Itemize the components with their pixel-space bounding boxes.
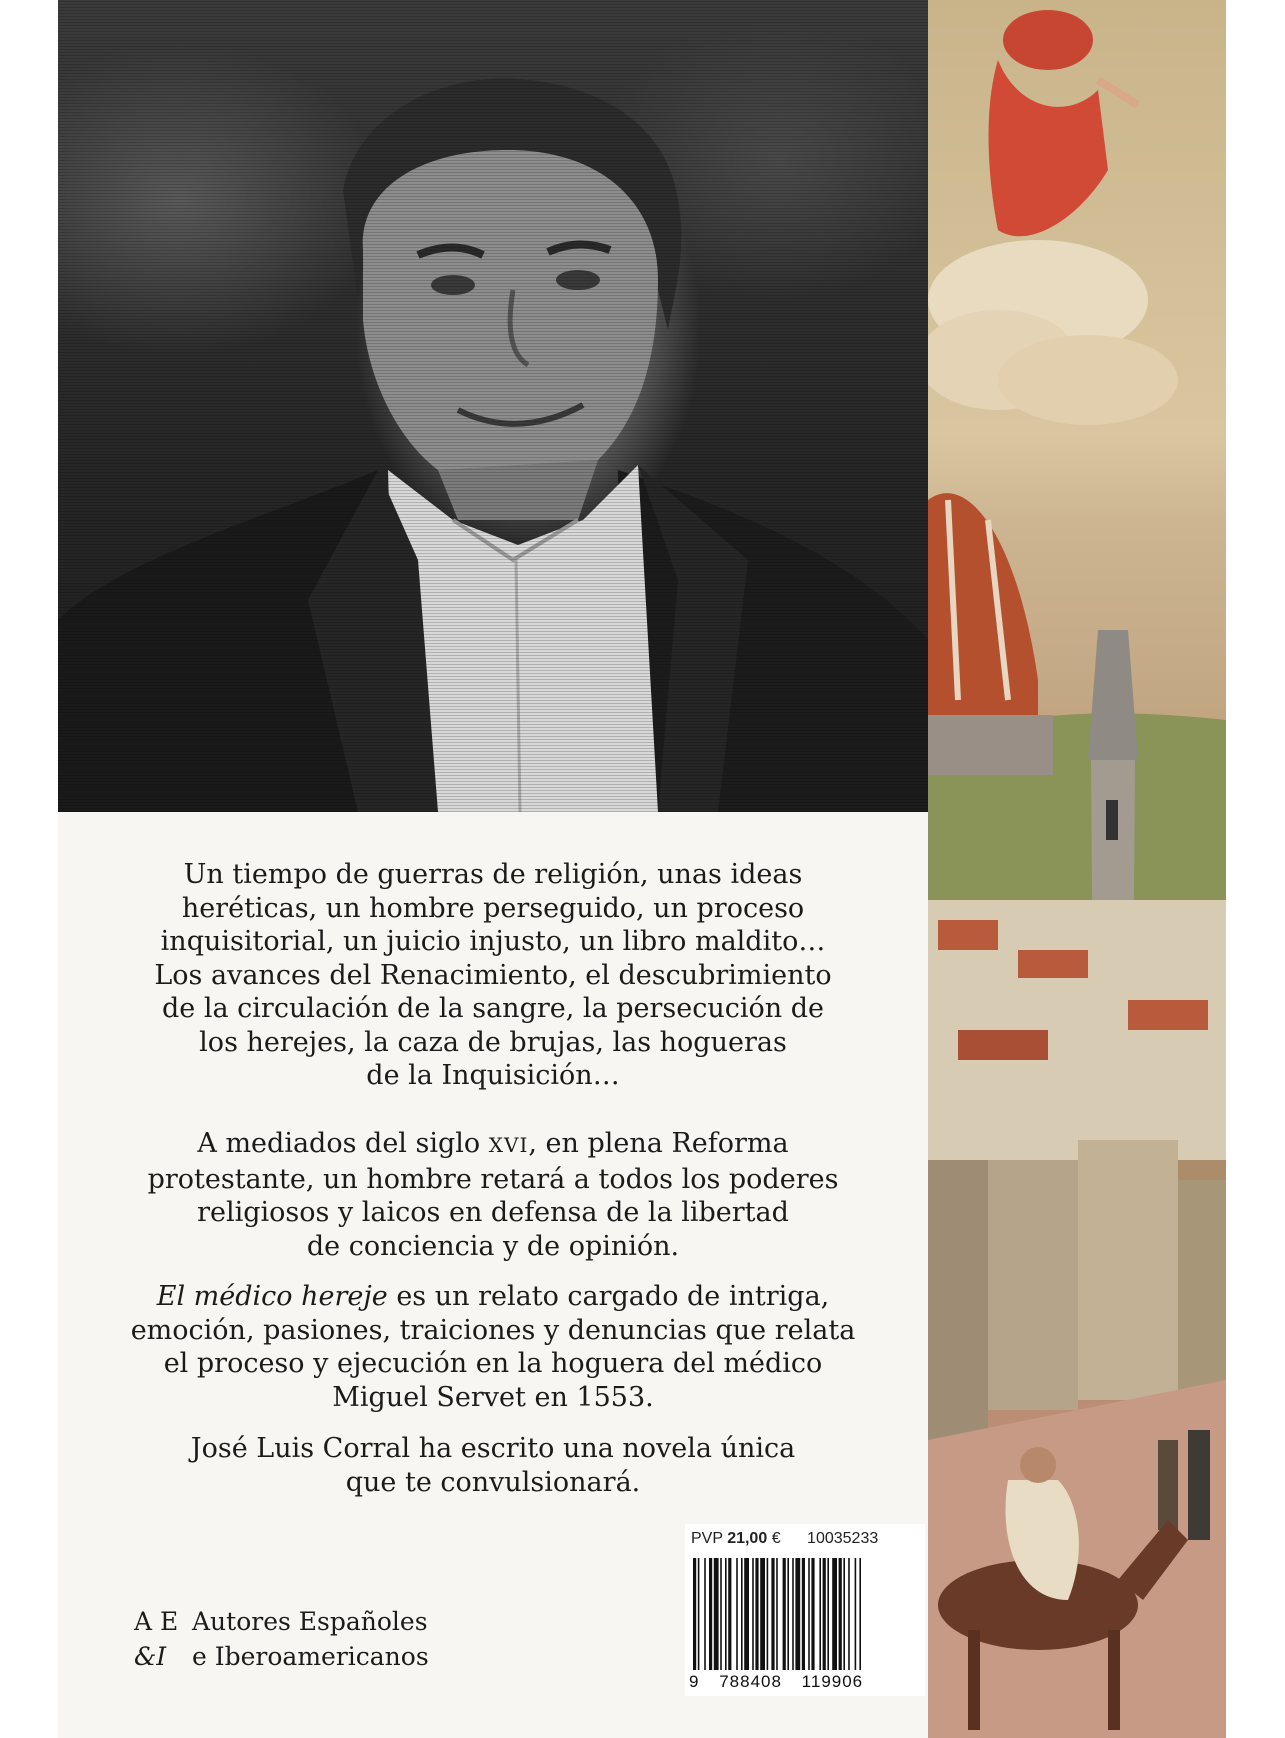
barcode-bar <box>802 1558 805 1670</box>
barcode-bar <box>811 1558 814 1670</box>
book-title: El médico hereje <box>156 1281 388 1312</box>
barcode-bar <box>787 1558 789 1670</box>
barcode-bar <box>839 1558 842 1670</box>
publisher-name-line: Autores Españoles <box>192 1607 428 1636</box>
author-portrait-illustration <box>58 0 928 812</box>
barcode-bar <box>725 1558 727 1670</box>
barcode-bar <box>823 1558 826 1670</box>
barcode-bar <box>771 1558 774 1670</box>
barcode-block <box>685 1524 925 1696</box>
text-line: protestante, un hombre retará a todos los poderes <box>147 1163 839 1195</box>
text-line: José Luis Corral ha escrito una novela única <box>190 1433 796 1464</box>
price-row <box>691 1530 878 1548</box>
barcode-bar <box>776 1558 778 1670</box>
text-line: religiosos y laicos en defensa de la libertad <box>197 1197 789 1228</box>
ean-first-digit: 9 <box>689 1672 700 1691</box>
text-line: Los avances del Renacimiento, el descubrimiento <box>154 959 832 991</box>
synopsis-paragraph-3 <box>58 1280 928 1414</box>
ean-group-1: 788408 <box>719 1672 782 1691</box>
barcode-bar <box>709 1558 712 1670</box>
pvp-label: PVP <box>691 1530 723 1547</box>
barcode-bar <box>744 1558 749 1670</box>
barcode-bar <box>760 1558 765 1670</box>
florence-cityscape-illustration <box>928 0 1226 1738</box>
barcode-bar <box>819 1558 821 1670</box>
barcode-bar <box>843 1558 845 1670</box>
text-line: emoción, pasiones, traiciones y denuncias que relata <box>130 1314 856 1346</box>
author-photo <box>58 0 928 812</box>
barcode-bar <box>755 1558 758 1670</box>
synopsis-paragraph-1 <box>58 858 928 1093</box>
century-numeral: XVI <box>488 1133 529 1157</box>
barcode-bar <box>792 1558 794 1670</box>
publisher-mark-line: A E <box>134 1607 179 1636</box>
publisher-mark <box>134 1604 186 1674</box>
barcode-bar <box>693 1558 696 1670</box>
text-line: el proceso y ejecución en la hoguera del médico <box>163 1348 823 1379</box>
barcode-bar <box>795 1558 800 1670</box>
text-line: de conciencia y de opinión. <box>306 1230 680 1262</box>
synopsis-paragraph-2 <box>58 1127 928 1263</box>
price-value: 21,00 <box>727 1530 768 1547</box>
barcode-bar <box>714 1558 719 1670</box>
renaissance-florence-painting <box>928 0 1226 1738</box>
publisher-logo <box>134 1604 464 1684</box>
synopsis-paragraph-4 <box>58 1432 928 1499</box>
publisher-name-line: e Iberoamericanos <box>192 1642 429 1671</box>
text-line: inquisitorial, un juicio injusto, un libro maldito… <box>160 926 826 957</box>
barcode-bar <box>848 1558 850 1670</box>
currency-symbol: € <box>771 1530 781 1547</box>
text-fragment: A mediados del siglo <box>197 1128 489 1159</box>
text-line <box>58 1127 928 1163</box>
publisher-mark-line: &I <box>134 1642 167 1671</box>
text-line: que te convulsionará. <box>345 1466 641 1498</box>
book-back-cover <box>58 0 1226 1738</box>
text-fragment: , en plena Reforma <box>528 1128 789 1159</box>
text-line: heréticas, un hombre perseguido, un proceso <box>181 892 805 924</box>
barcode-bar <box>728 1558 731 1670</box>
barcode-bar <box>827 1558 829 1670</box>
barcode-bar <box>752 1558 754 1670</box>
barcode-bar <box>698 1558 700 1670</box>
barcode-bar <box>808 1558 810 1670</box>
barcode-bar <box>783 1558 786 1670</box>
text-line <box>58 1280 928 1314</box>
barcode-bar <box>832 1558 837 1670</box>
barcode-bar <box>741 1558 743 1670</box>
barcode-bar <box>767 1558 769 1670</box>
text-line: Miguel Servet en 1553. <box>332 1381 654 1413</box>
barcode-bar <box>859 1558 861 1670</box>
publisher-name <box>192 1604 429 1674</box>
text-line: los herejes, la caza de brujas, las hogueras <box>199 1026 787 1058</box>
synopsis-panel <box>58 812 928 1738</box>
text-line: Un tiempo de guerras de religión, unas ideas <box>183 859 803 890</box>
text-line: de la circulación de la sangre, la persecución de <box>162 993 824 1024</box>
barcode-bar <box>855 1558 857 1670</box>
barcode-bar <box>736 1558 738 1670</box>
text-line: de la Inquisición… <box>366 1060 620 1091</box>
ean-number <box>689 1672 863 1692</box>
barcode-bar <box>704 1558 706 1670</box>
text-fragment: es un relato cargado de intriga, <box>387 1281 830 1312</box>
barcode-bar <box>720 1558 722 1670</box>
product-code: 10035233 <box>807 1530 879 1547</box>
barcode-icon <box>693 1558 919 1670</box>
ean-group-2: 119906 <box>801 1672 864 1691</box>
